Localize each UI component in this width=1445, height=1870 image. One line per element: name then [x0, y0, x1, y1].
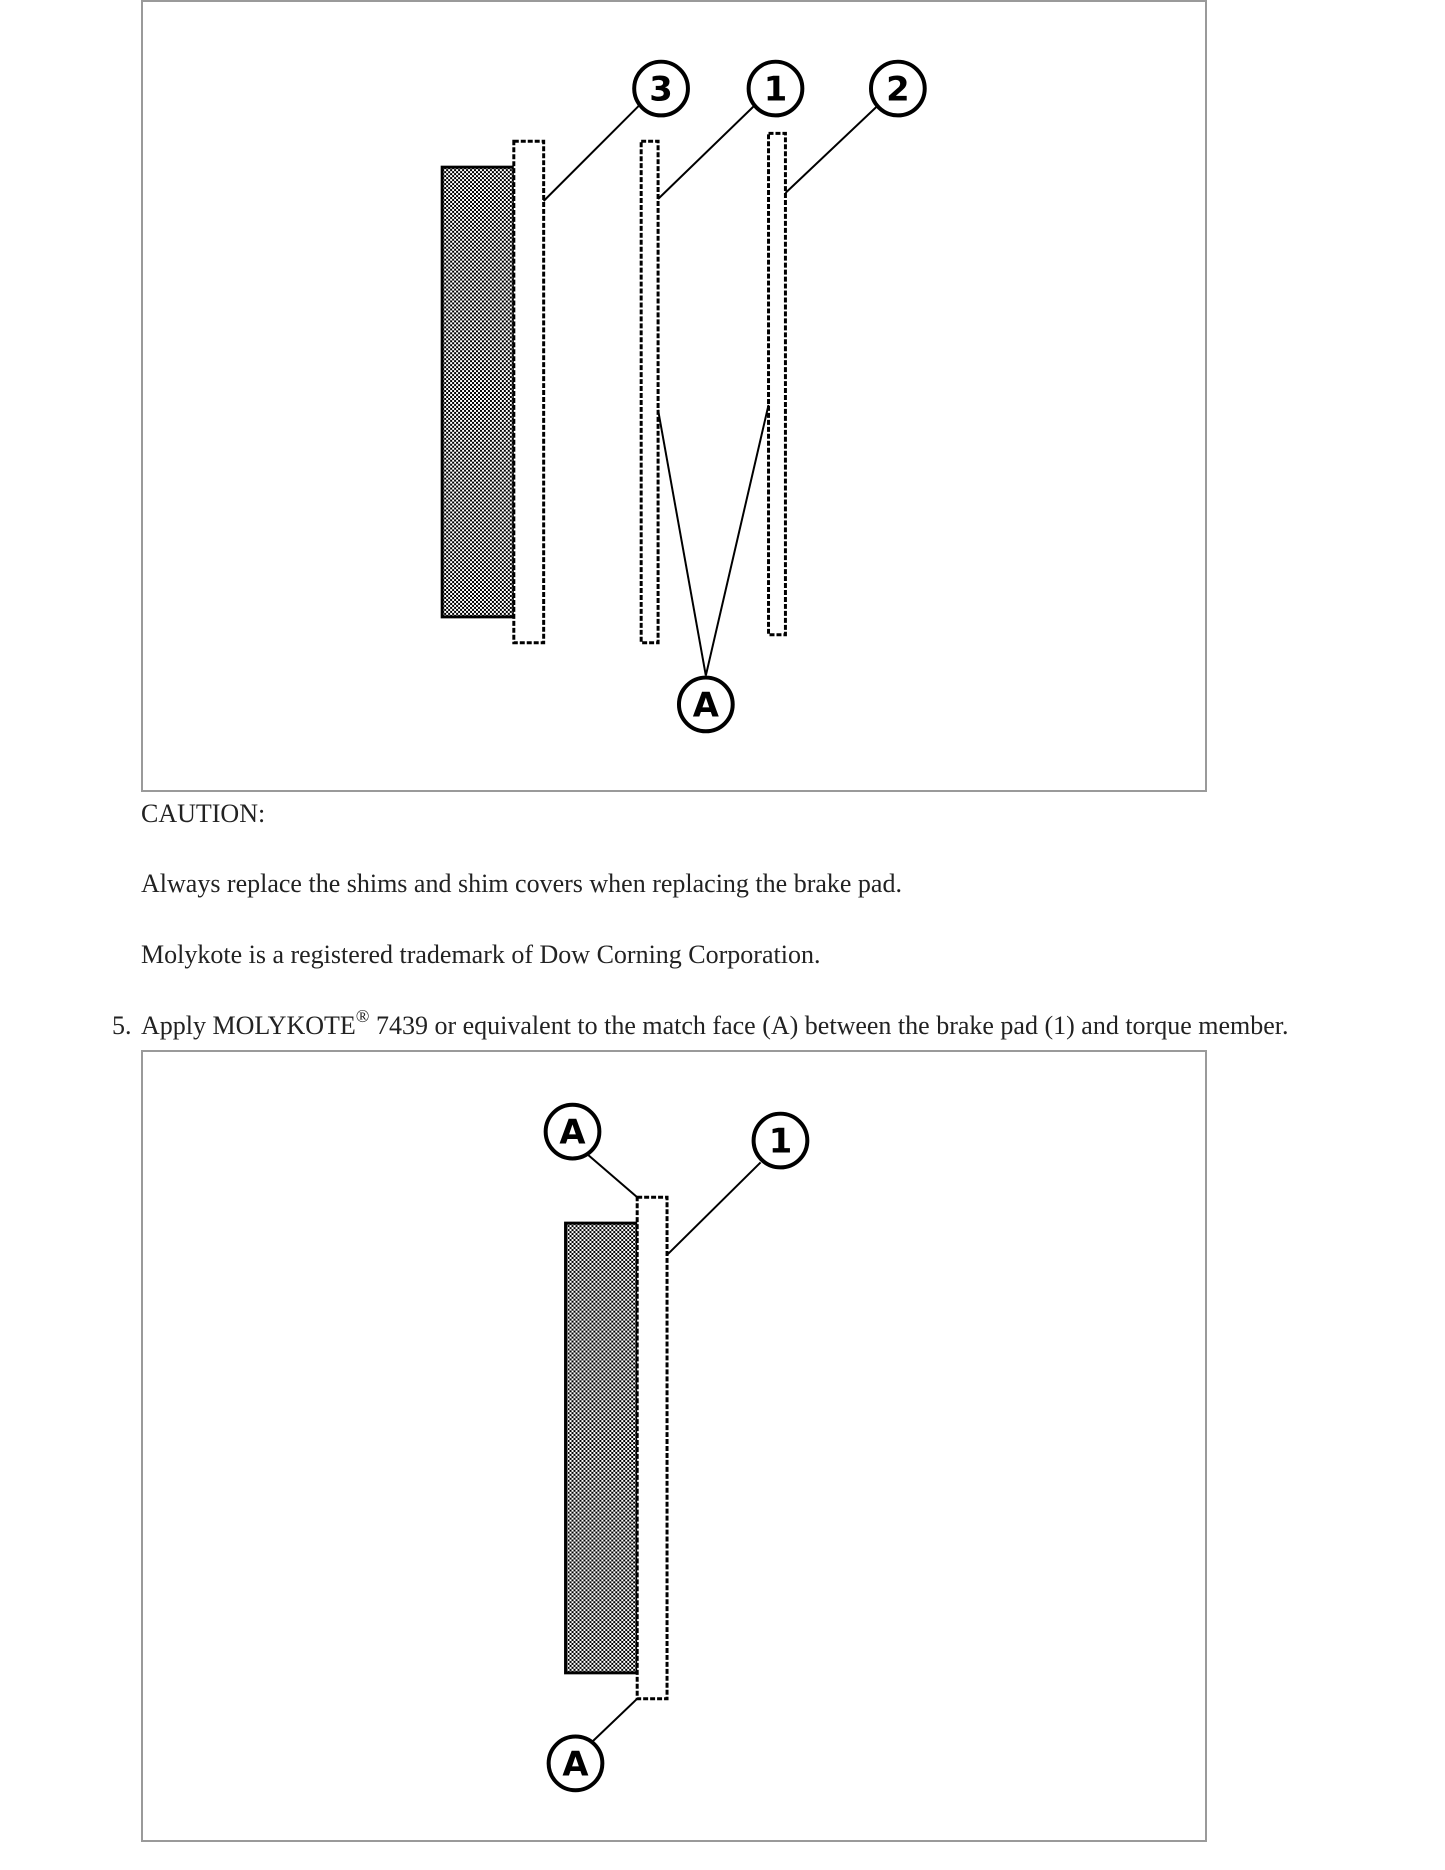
callout-a-label: A [692, 685, 719, 725]
step-5 [112, 1006, 1289, 1041]
callout-a-bottom [549, 1737, 603, 1791]
callout-2 [871, 62, 925, 116]
registered-mark: ® [355, 1006, 370, 1026]
callout-a-top [546, 1105, 600, 1159]
leader-line-a-right [706, 405, 769, 676]
pad-lining [442, 167, 514, 617]
shim-cover [769, 133, 786, 634]
callout-2-label: 2 [886, 69, 910, 109]
brake-pad-match-face-figure [141, 1050, 1207, 1842]
brake-pad-shim-diagram [143, 2, 1205, 790]
leader-line-2 [785, 104, 879, 193]
callout-3 [634, 62, 688, 116]
leader-line-a-bottom [591, 1699, 637, 1743]
callout-1 [754, 1114, 808, 1168]
callout-a-bottom-label: A [562, 1744, 589, 1784]
leader-line-3 [544, 104, 641, 201]
trademark-note: Molykote is a registered trademark of Dow Corning Corporation. [141, 940, 821, 969]
brake-pad-shim-figure [141, 0, 1207, 792]
pad-backing-plate [514, 141, 544, 642]
step-5-text-start: Apply MOLYKOTE [141, 1011, 356, 1040]
leader-line-a-left [658, 410, 706, 676]
step-5-number: 5. [112, 1011, 132, 1040]
caution-text: Always replace the shims and shim covers when replacing the brake pad. [141, 869, 902, 898]
callout-a-top-label: A [559, 1112, 586, 1152]
leader-line-a-top [586, 1153, 637, 1197]
pad-lining [566, 1223, 638, 1673]
callout-3-label: 3 [649, 69, 673, 109]
pad-backing-plate [637, 1197, 667, 1698]
callout-a [679, 678, 733, 732]
shim [641, 141, 658, 642]
callout-1-label: 1 [763, 69, 788, 109]
leader-line-1 [658, 104, 756, 199]
callout-1 [749, 62, 803, 116]
callout-1-label: 1 [768, 1121, 793, 1161]
caution-label: CAUTION: [141, 799, 266, 828]
brake-pad-match-face-diagram [143, 1052, 1205, 1840]
leader-line-1 [667, 1162, 761, 1255]
step-5-text-end: 7439 or equivalent to the match face (A) between the brake pad (1) and torque member. [369, 1011, 1289, 1040]
